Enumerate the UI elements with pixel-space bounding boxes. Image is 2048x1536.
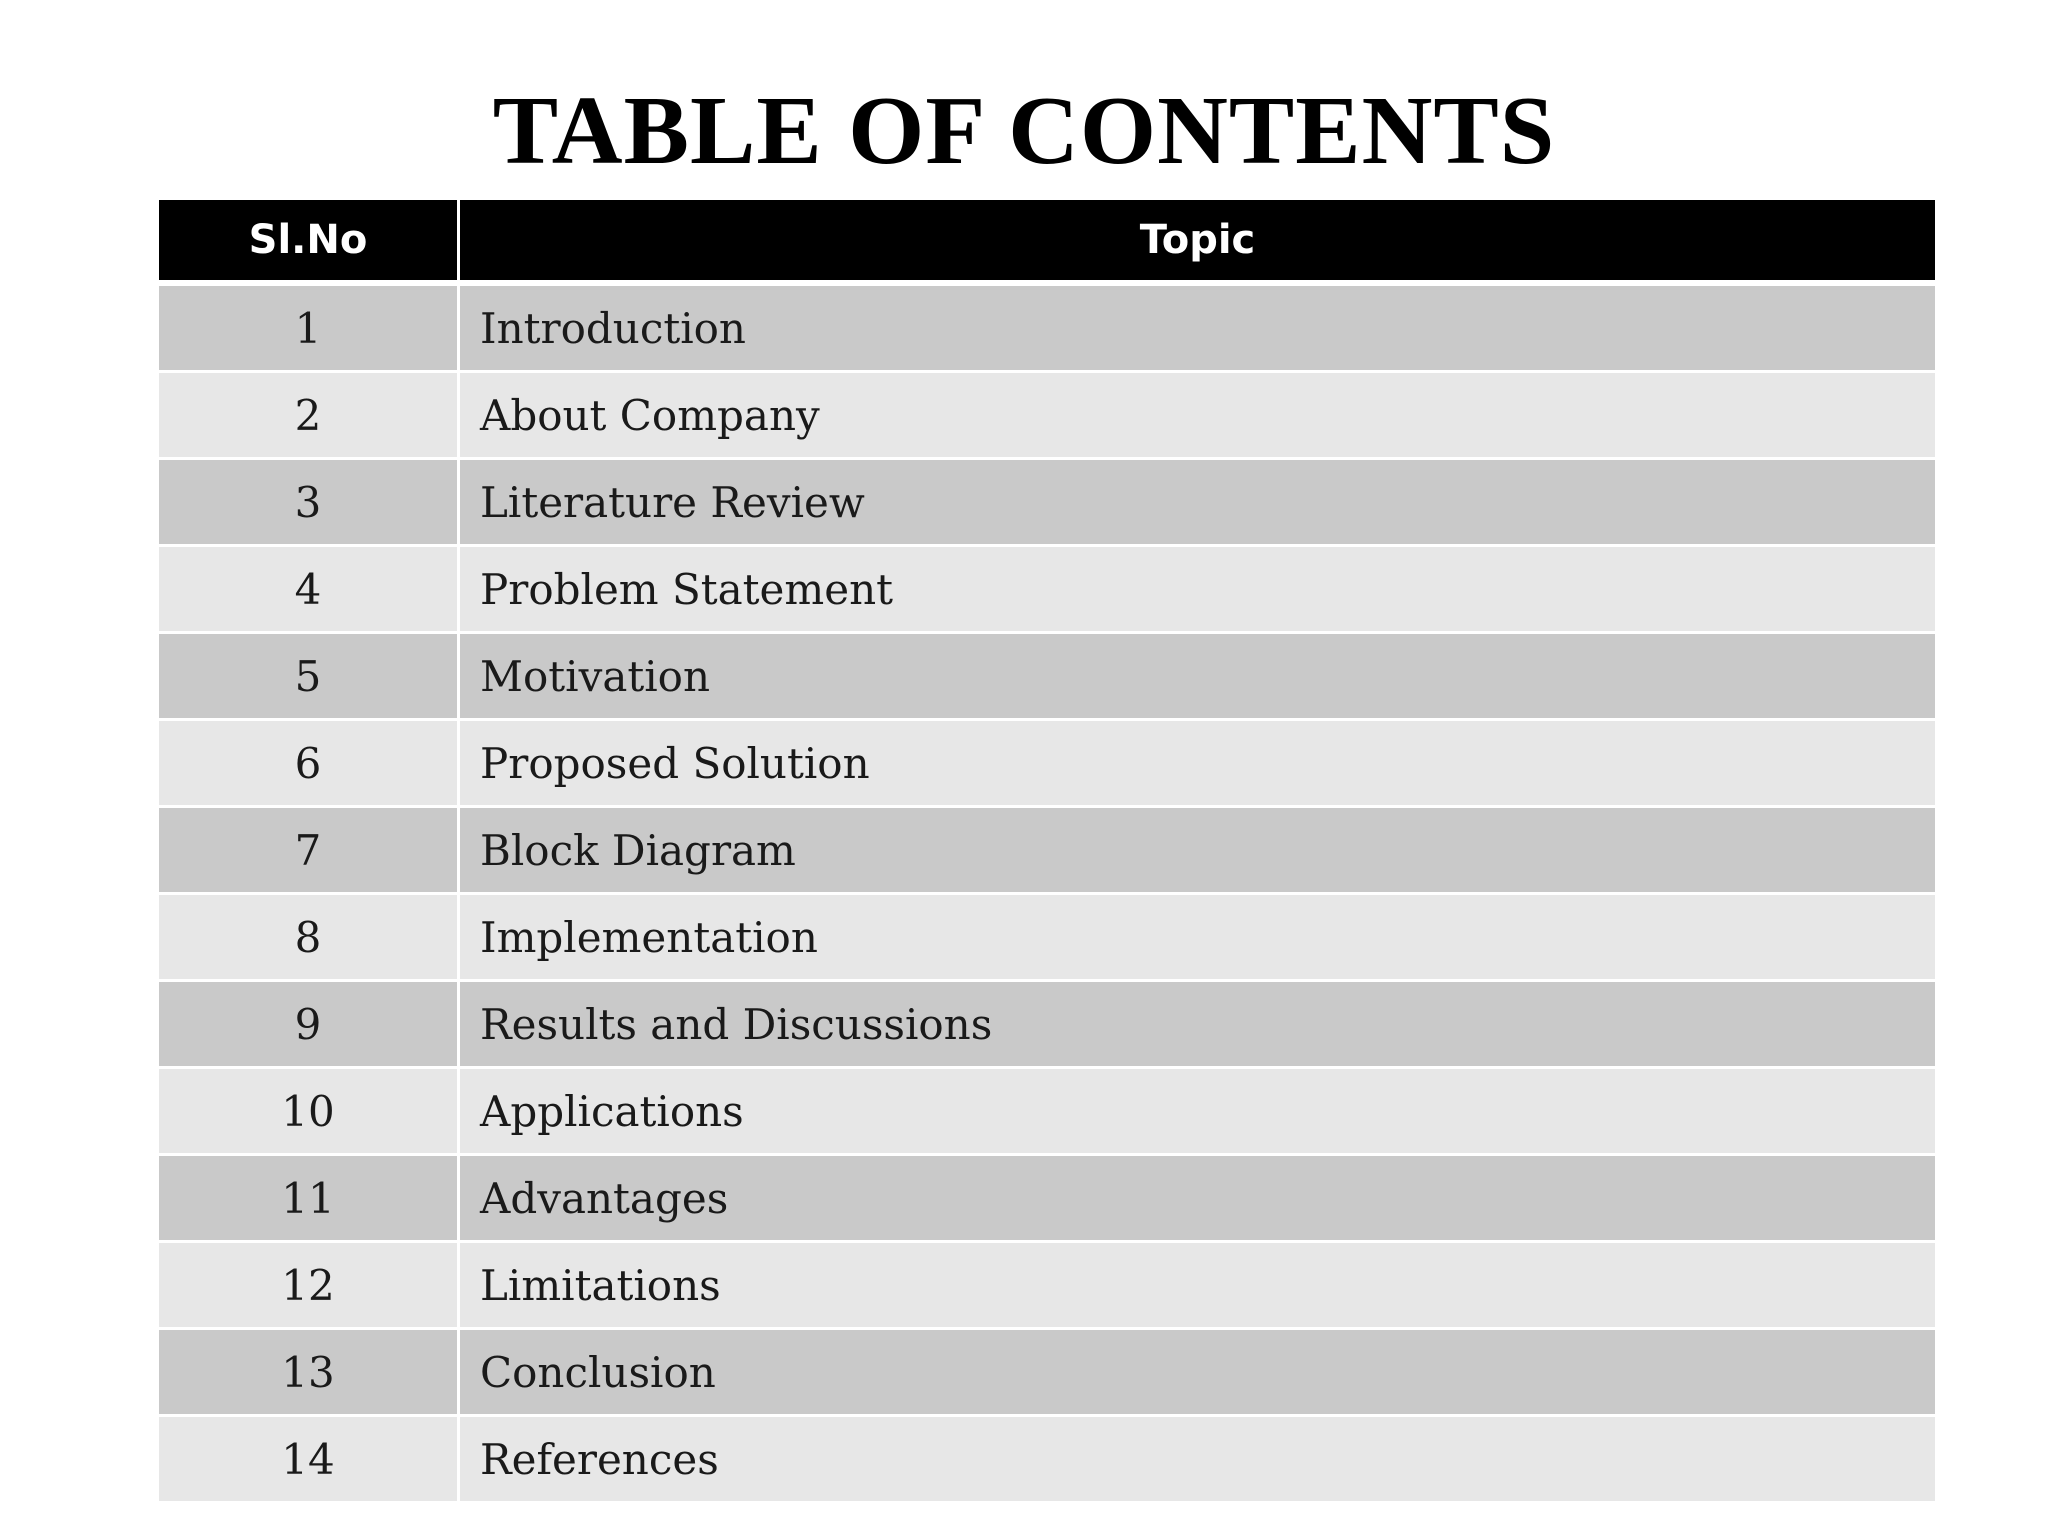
table-header-row: [159, 200, 1935, 280]
row-number: 8: [159, 895, 457, 979]
table-row: [159, 982, 1935, 1066]
row-topic: Problem Statement: [460, 547, 1935, 631]
row-topic: Motivation: [460, 634, 1935, 718]
table-row: [159, 1156, 1935, 1240]
row-number: 2: [159, 373, 457, 457]
row-number: 1: [159, 286, 457, 370]
row-topic: Results and Discussions: [460, 982, 1935, 1066]
row-topic: Introduction: [460, 286, 1935, 370]
row-topic: References: [460, 1417, 1935, 1501]
row-topic: Advantages: [460, 1156, 1935, 1240]
row-topic: Limitations: [460, 1243, 1935, 1327]
row-topic: Applications: [460, 1069, 1935, 1153]
row-number: 6: [159, 721, 457, 805]
row-number: 13: [159, 1330, 457, 1414]
row-topic: Literature Review: [460, 460, 1935, 544]
header-number: Sl.No: [159, 200, 457, 280]
row-number: 4: [159, 547, 457, 631]
row-number: 14: [159, 1417, 457, 1501]
row-topic: Implementation: [460, 895, 1935, 979]
page-title: TABLE OF CONTENTS: [492, 77, 1556, 185]
table-row: [159, 460, 1935, 544]
row-number: 5: [159, 634, 457, 718]
row-topic: About Company: [460, 373, 1935, 457]
table-row: [159, 895, 1935, 979]
table-row: [159, 808, 1935, 892]
table-row: [159, 1069, 1935, 1153]
table-row: [159, 547, 1935, 631]
row-topic: Block Diagram: [460, 808, 1935, 892]
table-row: [159, 1243, 1935, 1327]
table-row: [159, 373, 1935, 457]
table-row: [159, 1330, 1935, 1414]
table-row: [159, 1417, 1935, 1501]
row-number: 10: [159, 1069, 457, 1153]
table-row: [159, 721, 1935, 805]
row-number: 7: [159, 808, 457, 892]
row-number: 12: [159, 1243, 457, 1327]
toc-table: [159, 200, 1935, 1504]
row-topic: Proposed Solution: [460, 721, 1935, 805]
table-row: [159, 634, 1935, 718]
row-number: 3: [159, 460, 457, 544]
row-number: 11: [159, 1156, 457, 1240]
header-topic: Topic: [457, 200, 1935, 280]
table-row: [159, 286, 1935, 370]
row-number: 9: [159, 982, 457, 1066]
row-topic: Conclusion: [460, 1330, 1935, 1414]
